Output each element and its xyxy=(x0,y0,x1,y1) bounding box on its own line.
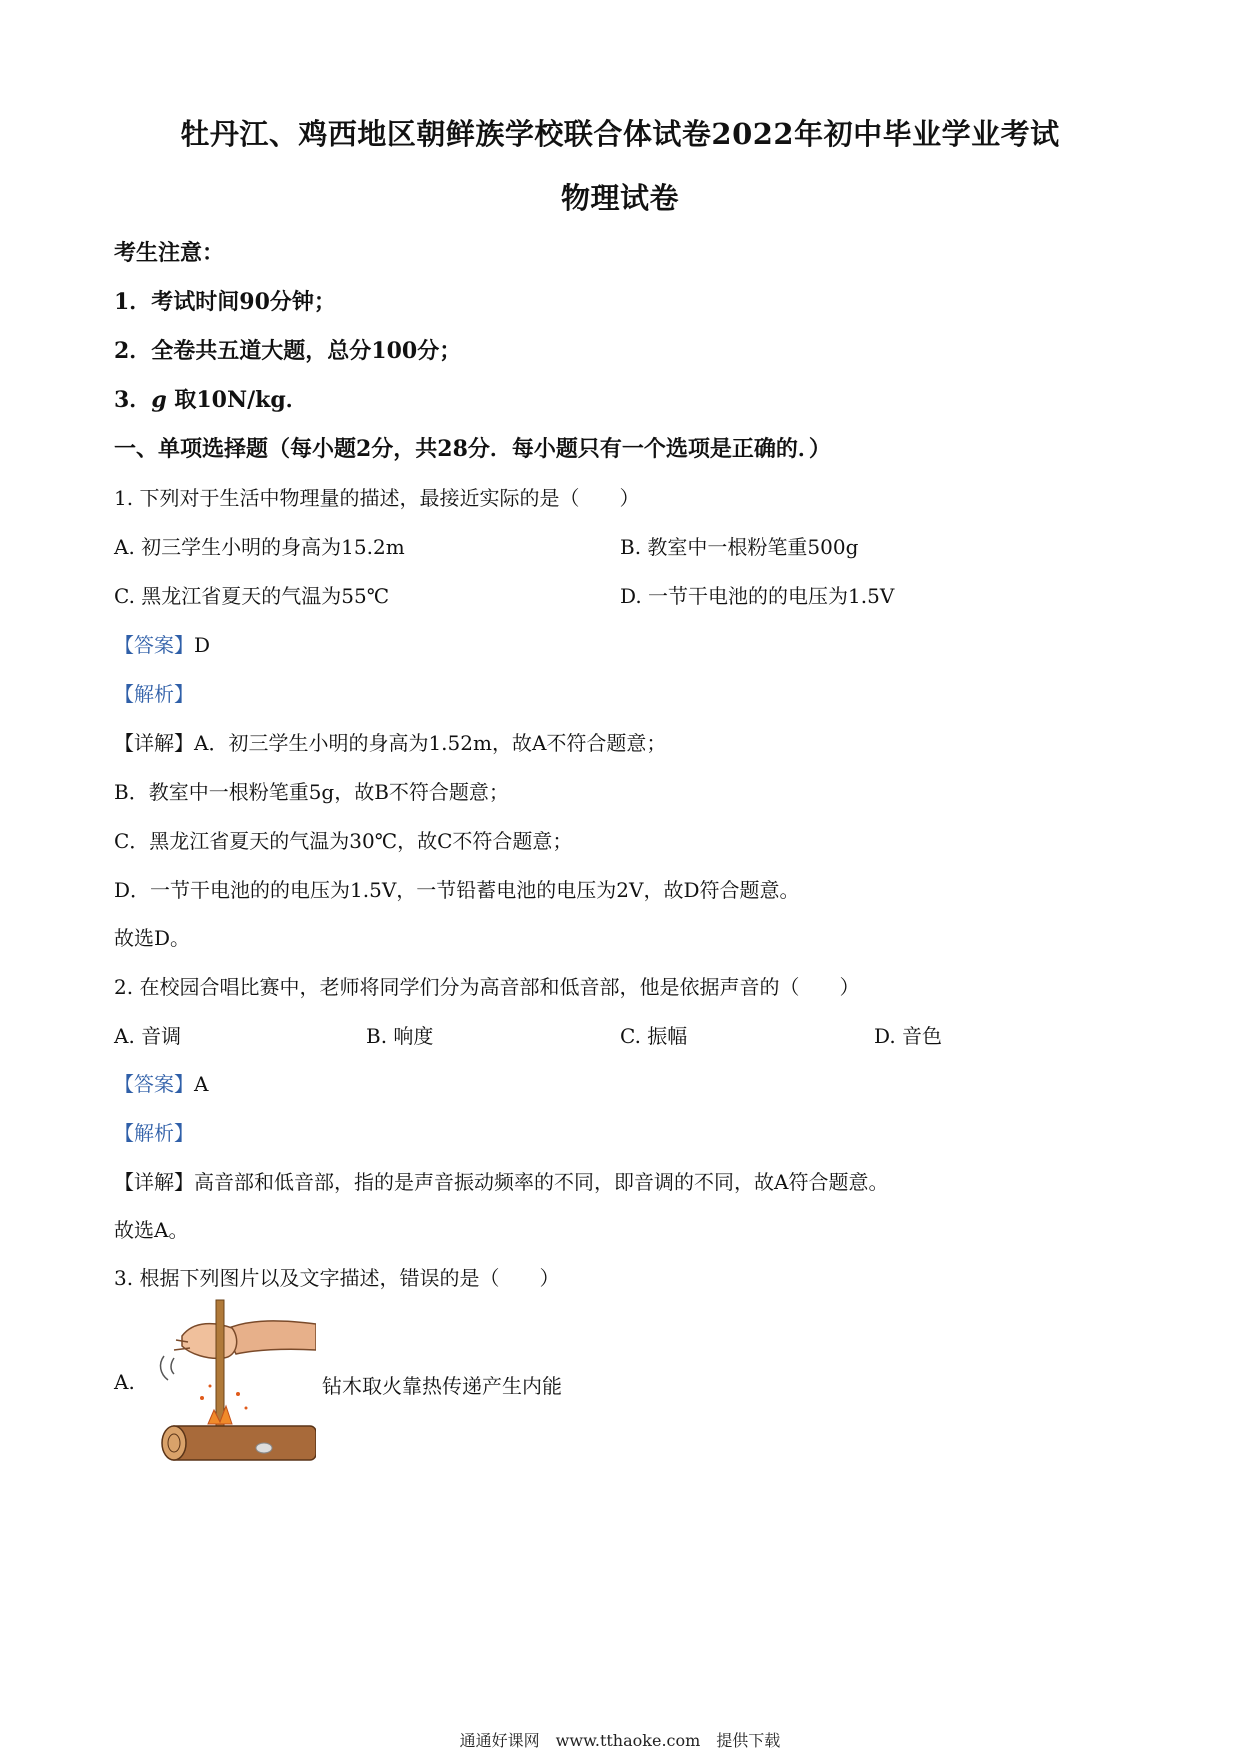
q1-answer xyxy=(114,629,210,658)
notice-item-3-text: 取10N/kg． xyxy=(174,387,308,413)
answer-tag: 【答案】 xyxy=(114,1072,194,1096)
notice-item-2: 2．全卷共五道大题，总分100分； xyxy=(114,338,462,364)
q3-stem: 3. 根据下列图片以及文字描述，错误的是（ ） xyxy=(114,1266,560,1290)
detail-tag: 【详解】 xyxy=(114,1170,194,1194)
detail-tag: 【详解】 xyxy=(114,731,194,755)
q2-answer-value: A xyxy=(194,1072,209,1096)
q1-detail-1 xyxy=(114,727,666,756)
answer-tag: 【答案】 xyxy=(114,633,194,657)
q1-detail-4: D．一节干电池的的电压为1.5V，一节铅蓄电池的电压为2V，故D符合题意。 xyxy=(114,878,800,902)
q1-detail-1-text: A．初三学生小明的身高为1.52m，故A不符合题意； xyxy=(194,731,667,755)
exam-subtitle: 物理试卷 xyxy=(560,181,679,215)
q1-detail-3: C．黑龙江省夏天的气温为30℃，故C不符合题意； xyxy=(114,829,573,853)
q2-option-a: A. 音调 xyxy=(114,1024,182,1048)
q1-option-a: A. 初三学生小明的身高为15.2m xyxy=(114,535,405,559)
notice-item-3-number: 3． xyxy=(114,387,152,413)
notice-heading: 考生注意： xyxy=(114,240,225,266)
q2-option-b: B. 响度 xyxy=(366,1024,434,1048)
section-1-heading: 一、单项选择题（每小题2分，共28分．每小题只有一个选项是正确的．） xyxy=(114,436,831,462)
q1-answer-value: D xyxy=(194,633,211,657)
q1-stem: 1. 下列对于生活中物理量的描述，最接近实际的是（ ） xyxy=(114,486,640,510)
exam-title: 牡丹江、鸡西地区朝鲜族学校联合体试卷2022年初中毕业学业考试 xyxy=(180,117,1060,151)
q2-answer xyxy=(114,1068,208,1097)
q2-conclusion: 故选A。 xyxy=(114,1218,189,1242)
notice-item-1: 1．考试时间90分钟； xyxy=(114,289,336,315)
gravity-symbol: g xyxy=(151,387,167,413)
q2-option-c: C. 振幅 xyxy=(620,1024,688,1048)
drill-fire-illustration xyxy=(154,1298,316,1462)
q2-option-d: D. 音色 xyxy=(874,1024,943,1048)
q3-option-a-label: A. xyxy=(114,1370,135,1394)
notice-item-3 xyxy=(114,383,308,414)
q2-detail-1 xyxy=(114,1166,888,1195)
q3-option-a-text: 钻木取火靠热传递产生内能 xyxy=(322,1374,562,1398)
q1-conclusion: 故选D。 xyxy=(114,926,191,950)
q1-option-b: B. 教室中一根粉笔重500g xyxy=(620,535,859,559)
q1-option-c: C. 黑龙江省夏天的气温为55℃ xyxy=(114,584,390,608)
q2-analysis-tag: 【解析】 xyxy=(114,1121,194,1145)
q1-detail-2: B．教室中一根粉笔重5g，故B不符合题意； xyxy=(114,780,509,804)
q1-option-d: D. 一节干电池的的电压为1.5V xyxy=(620,584,895,608)
q2-detail-1-text: 高音部和低音部，指的是声音振动频率的不同，即音调的不同，故A符合题意。 xyxy=(194,1170,889,1194)
page-footer: 通通好课网 www.tthaoke.com 提供下载 xyxy=(459,1731,781,1750)
q1-analysis-tag: 【解析】 xyxy=(114,682,194,706)
q2-stem: 2. 在校园合唱比赛中，老师将同学们分为高音部和低音部，他是依据声音的（ ） xyxy=(114,975,860,999)
